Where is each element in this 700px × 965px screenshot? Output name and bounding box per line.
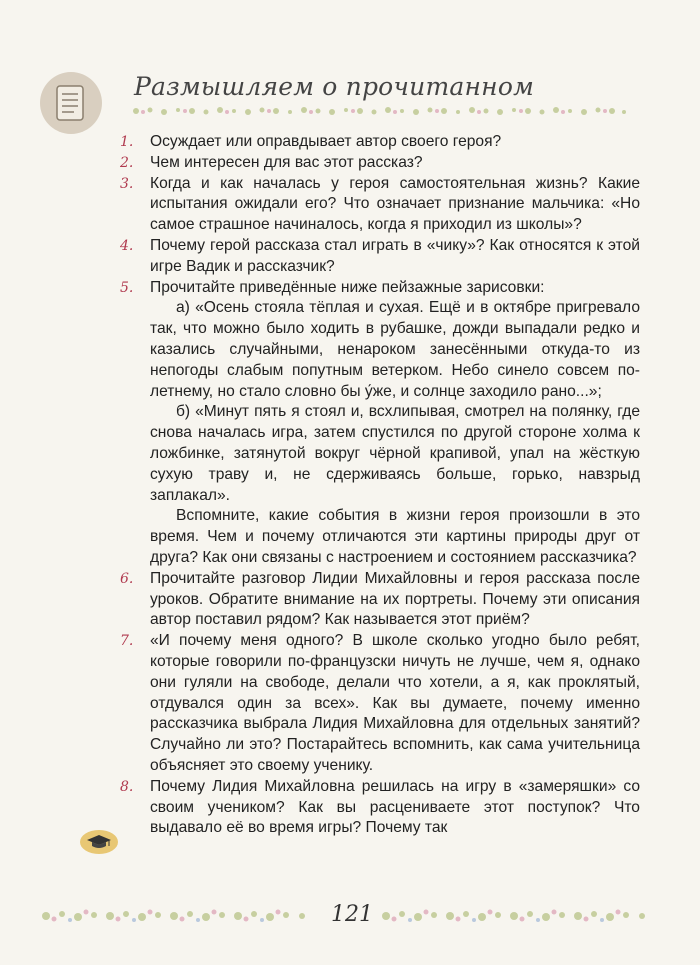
question-number: 1. xyxy=(120,134,134,150)
question-text: Вспомните, какие события в жизни героя произошли в это время. Чем и почему отличаются эти картины природы друг от друга? Как они связаны с настроением и состоянием рассказчика? xyxy=(150,507,640,566)
question-item xyxy=(120,777,640,839)
question-number: 8. xyxy=(120,778,134,795)
graduation-cap-icon xyxy=(80,830,118,854)
question-number: 2. xyxy=(120,154,134,171)
question-item xyxy=(120,132,640,153)
decorative-dots-footer-right xyxy=(380,905,650,927)
question-item xyxy=(120,153,640,174)
section-title: Размышляем о прочитанном xyxy=(134,72,535,101)
question-text: Когда и как началась у героя самостоятельная жизнь? Какие испытания ожидали его? Что означает признание мальчика: «Но самое страшное начиналось, когда я приходил из школы»? xyxy=(150,174,640,234)
question-number: 6. xyxy=(120,570,134,587)
question-text: Прочитайте разговор Лидии Михайловны и героя рассказа после уроков. Обратите внимание на их портреты. Почему эти описания автор поставил рядом? Как называется этот приём? xyxy=(150,569,640,629)
question-text: Почему Лидия Михайловна решилась на игру в «замеряшки» со своим учеником? Как вы расцениваете этот поступок? Что выдавало её во время игры? Почему так xyxy=(150,777,640,837)
question-text: Прочитайте приведённые ниже пейзажные зарисовки: xyxy=(150,278,545,296)
question-item xyxy=(120,278,640,569)
decorative-dots-divider xyxy=(130,104,630,118)
question-text: Чем интересен для вас этот рассказ? xyxy=(150,153,423,171)
question-number: 4. xyxy=(120,237,134,254)
question-number: 7. xyxy=(120,633,134,650)
scroll-icon xyxy=(40,72,102,134)
questions-list xyxy=(120,132,640,839)
question-number: 5. xyxy=(120,279,134,296)
question-text: Почему герой рассказа стал играть в «чику»? Как относятся к этой игре Вадик и рассказчик? xyxy=(150,236,640,275)
landscape-excerpt-b: б) «Минут пять я стоял и, всхлипывая, смотрел на полянку, где снова началась игра, затем спустился по другой стороне холма к ложбинке, затянутой вокруг чёрной крапивой, упал на жёсткую сухую траву и, не сдерживаясь больше, горько, навзрыд заплакал». xyxy=(150,403,640,504)
page-number: 121 xyxy=(331,902,373,927)
question-item xyxy=(120,174,640,236)
question-item xyxy=(120,236,640,278)
question-item xyxy=(120,569,640,631)
question-text: «И почему меня одного? В школе сколько угодно было ребят, которые говорили по-французски ничуть не лучше, чем я, однако они гуляли на свободе, делали что хотели, а я, как проклятый, отдувался один за всех». Как вы думаете, почему именно рассказчика выбрала Лидия Михайловна для отдельных занятий? Случайно ли это? Постарайтесь вспомнить, как сама учительница объясняет это своему ученику. xyxy=(150,632,640,774)
decorative-dots-footer-left xyxy=(40,905,310,927)
question-item xyxy=(120,631,640,777)
landscape-excerpt-a: а) «Осень стояла тёплая и сухая. Ещё и в октябре пригревало так, что можно было ходить в рубашке, дожди выпадали редко и казались случайными, ненароком занесёнными откуда-то из непогоды слабым попутным ветерком. Небо синело совсем по-летнему, но стало словно бы у́же, и солнце заходило рано...»; xyxy=(150,299,640,400)
question-text: Осуждает или оправдывает автор своего героя? xyxy=(150,133,502,150)
question-number: 3. xyxy=(120,175,134,192)
